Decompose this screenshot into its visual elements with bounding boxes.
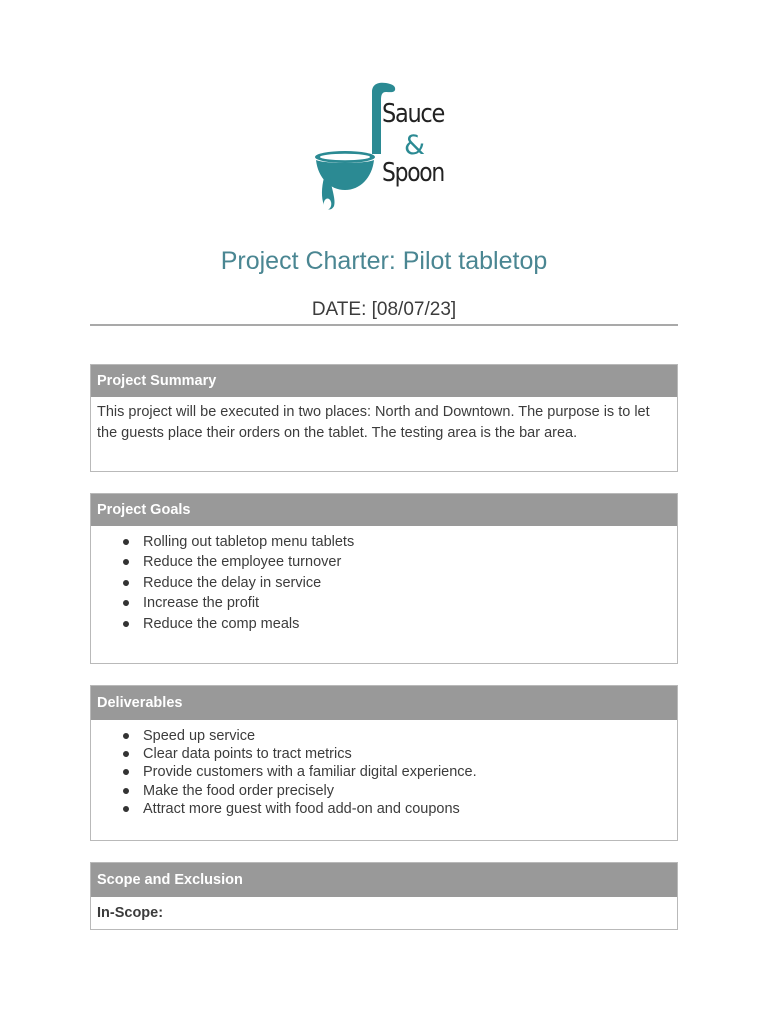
scope-body bbox=[91, 897, 677, 929]
deliverables-list bbox=[97, 727, 671, 818]
in-scope-label: In-Scope: bbox=[97, 905, 164, 921]
list-item: Increase the profit bbox=[143, 593, 671, 613]
list-item: Attract more guest with food add-on and coupons bbox=[143, 800, 671, 818]
logo-word-sauce: Sauce bbox=[382, 99, 445, 129]
list-item: Provide customers with a familiar digital experience. bbox=[143, 763, 671, 781]
project-summary-section bbox=[90, 364, 678, 472]
project-summary-body bbox=[91, 397, 677, 444]
deliverables-section bbox=[90, 685, 678, 841]
scope-section bbox=[90, 862, 678, 930]
sauce-and-spoon-logo bbox=[312, 78, 462, 220]
deliverables-body bbox=[91, 720, 677, 818]
project-goals-section bbox=[90, 493, 678, 664]
project-goals-body bbox=[91, 526, 677, 634]
list-item: Clear data points to tract metrics bbox=[143, 745, 671, 763]
list-item: Make the food order precisely bbox=[143, 782, 671, 800]
logo-ampersand: & bbox=[404, 130, 426, 161]
project-summary-heading: Project Summary bbox=[91, 365, 677, 397]
project-goals-list bbox=[97, 532, 671, 634]
list-item: Reduce the comp meals bbox=[143, 614, 671, 634]
project-summary-text: This project will be executed in two places: North and Downtown. The purpose is to let the guests place their orders on the tablet. The testing area is the bar area. bbox=[97, 404, 650, 441]
scope-heading: Scope and Exclusion bbox=[91, 863, 677, 897]
project-goals-heading: Project Goals bbox=[91, 494, 677, 526]
list-item: Speed up service bbox=[143, 727, 671, 745]
list-item: Reduce the employee turnover bbox=[143, 552, 671, 572]
title-divider bbox=[90, 324, 678, 326]
document-title: Project Charter: Pilot tabletop bbox=[220, 247, 548, 275]
logo-word-spoon: Spoon bbox=[382, 158, 445, 188]
document-date: DATE: [08/07/23] bbox=[311, 299, 457, 320]
deliverables-heading: Deliverables bbox=[91, 686, 677, 720]
list-item: Reduce the delay in service bbox=[143, 573, 671, 593]
list-item: Rolling out tabletop menu tablets bbox=[143, 532, 671, 552]
